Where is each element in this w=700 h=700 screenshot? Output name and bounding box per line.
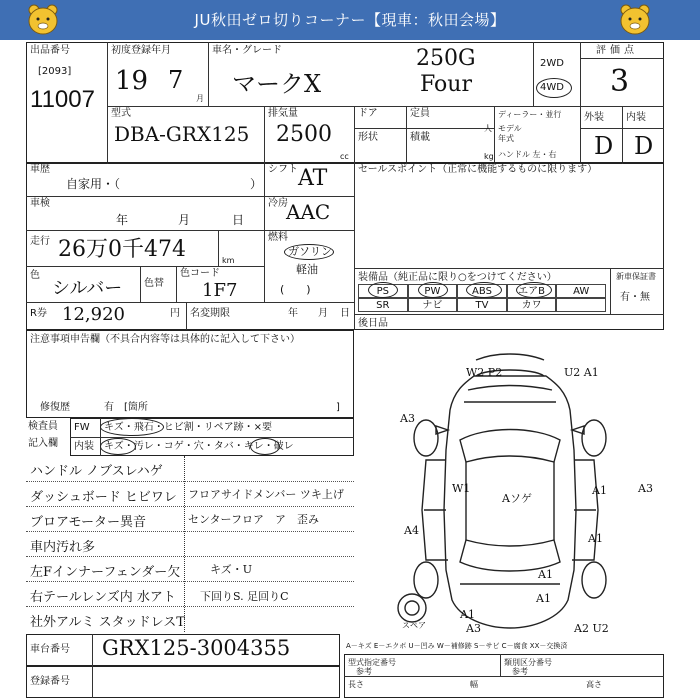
inspector-label-2: 記入欄	[28, 438, 58, 449]
rear-item-label: 後日品	[358, 318, 388, 329]
interior-mark-circle-1	[100, 438, 136, 455]
diagram-mark-1: W2 P2	[466, 366, 503, 379]
equipment-tv: TV	[457, 298, 507, 312]
dim-height: 高さ	[586, 680, 602, 689]
warranty-value: 有・無	[620, 292, 650, 303]
class-code-ref: 参考	[512, 667, 528, 676]
displacement-unit: cc	[340, 152, 349, 161]
color-code-value: 1F7	[202, 280, 238, 301]
name-change-year: 年	[288, 308, 298, 319]
inspection-day-label: 日	[232, 213, 245, 227]
color-value: シルバー	[52, 278, 123, 299]
mascot-right-icon	[618, 4, 652, 36]
legend-text: A－キズ E－エクボ U－凹み W－補修跡 S－サビ C－腐食 XX－交換済	[346, 642, 568, 650]
right-note-3: キズ・U	[210, 563, 253, 576]
equipment-label: 装備品（純正品に限り○をつけてください）	[358, 272, 557, 283]
shape-label: 形状	[358, 132, 378, 143]
equipment-airbag-circle	[516, 282, 552, 298]
color-change-label: 色替	[144, 278, 164, 289]
dim-width: 幅	[470, 680, 478, 689]
car-name-value: マークX	[232, 70, 322, 98]
equipment-leather: カワ	[507, 298, 557, 312]
type-designation-ref: 参考	[356, 667, 372, 676]
equipment-sr: SR	[358, 298, 408, 312]
type-designation-label: 型式指定番号	[348, 658, 396, 667]
chassis-label: 車台番号	[30, 644, 70, 655]
repair-history-value: 有 [箇所	[104, 402, 148, 413]
fuel-paren: ( )	[280, 283, 311, 296]
dealer-model-year: モデル	[498, 124, 522, 133]
note-line-7: 社外アルミ スタッドレスT	[30, 615, 185, 630]
sales-point-label: セールスポイント（正常に機能するものに限ります）	[358, 164, 598, 175]
lot-sub-code: [2093]	[38, 66, 72, 77]
right-note-4: 下回りS. 足回りC	[200, 590, 289, 603]
equipment-abs: ABS	[457, 284, 507, 298]
equipment-airbag: エアB	[507, 284, 557, 298]
fuel-label: 燃料	[268, 232, 288, 243]
interior-mark-circle-2	[250, 438, 280, 455]
drive-2wd: 2WD	[540, 58, 564, 69]
load-unit: kg	[484, 152, 494, 161]
color-code-label: 色コード	[180, 268, 220, 279]
spare-label: スペア	[402, 621, 426, 630]
notes-label: 注意事項申告欄（不具合内容等は具体的に記入して下さい）	[30, 334, 300, 345]
car-grade-1: 250G	[416, 46, 476, 71]
capacity-label: 定員	[410, 108, 430, 119]
inspection-month-label: 月	[178, 213, 191, 227]
lot-label: 出品番号	[30, 45, 70, 56]
interior-label: 内装	[626, 112, 646, 123]
history-value: 自家用・（	[66, 177, 121, 191]
car-diagram	[356, 330, 664, 640]
note-line-3: ブロアモーター異音	[30, 515, 146, 530]
fw-items: キズ・飛石・ヒビ割・リペア跡・×要	[104, 422, 272, 433]
note-line-5: 左Fインナーフェンダー欠	[30, 565, 181, 580]
diagram-mark-13: A3	[466, 622, 481, 635]
mileage-unit: km	[222, 256, 235, 265]
interior-grade: D	[634, 132, 654, 160]
fuel-gasoline: ガソリン	[288, 245, 332, 258]
score-value: 3	[610, 64, 630, 99]
recycle-label: R券	[30, 308, 47, 319]
interior-check-label: 内装	[74, 441, 94, 452]
displacement-value: 2500	[276, 122, 332, 147]
score-label: 評価点	[596, 45, 638, 56]
diagram-mark-14: A2 U2	[574, 622, 609, 635]
load-label: 積載	[410, 132, 430, 143]
shift-label: シフト	[268, 164, 298, 175]
displacement-label: 排気量	[268, 108, 298, 119]
registration-label: 登録番号	[30, 676, 70, 687]
name-change-month: 月	[318, 308, 328, 319]
car-grade-2: Four	[420, 72, 472, 97]
equipment-blank	[556, 298, 606, 312]
dealer-handle: ハンドル 左・右	[498, 150, 557, 159]
model-value: DBA-GRX125	[114, 122, 250, 146]
history-label: 車歴	[30, 164, 50, 175]
name-change-day: 日	[340, 308, 350, 319]
header-title: JU秋田ゼロ切りコーナー【現車：秋田会場】	[194, 11, 506, 29]
inspection-label: 車検	[30, 198, 50, 209]
diagram-mark-3: A3	[400, 412, 415, 425]
repair-history-label: 修復歴	[40, 402, 70, 413]
diagram-mark-8: A4	[404, 524, 419, 537]
equipment-ps-circle	[368, 282, 398, 298]
first-reg-label: 初度登録年月	[111, 45, 171, 56]
warranty-label: 新車保証書	[616, 272, 656, 281]
interior-check-items: キズ・汚レ・コゲ・穴・タバ・キレ・破レ	[104, 441, 294, 452]
diagram-mark-7: Aソゲ	[502, 492, 532, 505]
fuel-diesel: 軽油	[296, 263, 318, 276]
mileage-label: 走行	[30, 236, 50, 247]
mascot-left-icon	[26, 4, 60, 36]
fw-label: FW	[74, 422, 90, 433]
car-name-label: 車名・グレード	[212, 45, 282, 56]
chassis-value: GRX125-3004355	[102, 636, 291, 660]
repair-bracket-close: ]	[336, 402, 340, 413]
diagram-mark-2: U2 A1	[564, 366, 599, 379]
diagram-mark-12: A1	[460, 608, 475, 621]
equipment-pw: PW	[408, 284, 458, 298]
diagram-mark-10: A1	[538, 568, 553, 581]
diagram-mark-6: A3	[638, 482, 653, 495]
equipment-ps: PS	[358, 284, 408, 298]
capacity-unit: 人	[484, 124, 492, 133]
dealer-label: ディーラー・並行	[498, 110, 562, 119]
diagram-mark-4: W1	[452, 482, 471, 495]
inspector-label-1: 検査員	[28, 421, 58, 432]
right-note-2: センターフロア ア 歪み	[188, 513, 320, 526]
equipment-navi: ナビ	[408, 298, 458, 312]
aircon-label: 冷房	[268, 198, 288, 209]
shift-value: AT	[298, 166, 328, 191]
equipment-abs-circle	[466, 282, 502, 298]
first-reg-month: 7	[168, 66, 184, 94]
drive-4wd: 4WD	[540, 82, 564, 93]
dim-length: 長さ	[348, 680, 364, 689]
diagram-mark-11: A1	[536, 592, 551, 605]
color-label: 色	[30, 270, 40, 281]
right-note-1: フロアサイドメンバー ツキ上げ	[188, 488, 344, 501]
aircon-value: AAC	[286, 200, 331, 224]
lot-number: 11007	[30, 86, 95, 113]
first-reg-year: 19	[115, 66, 149, 96]
inspection-year-label: 年	[116, 213, 129, 227]
note-line-2: ダッシュボード ヒビワレ	[30, 490, 177, 505]
note-line-1: ハンドル ノブスレハゲ	[30, 464, 163, 479]
note-line-4: 車内汚れ多	[30, 540, 96, 555]
mileage-value: 26万0千474	[58, 237, 186, 262]
fw-mark-circle	[100, 418, 164, 436]
exterior-grade: D	[594, 132, 614, 160]
dealer-year-label: 年式	[498, 134, 514, 143]
recycle-unit: 円	[170, 308, 180, 319]
equipment-aw: AW	[556, 284, 606, 298]
registration-frame	[26, 666, 340, 698]
name-change-label: 名変期限	[190, 308, 230, 319]
exterior-label: 外装	[584, 112, 604, 123]
recycle-value: 12,920	[62, 304, 125, 325]
equipment-pw-circle	[418, 282, 448, 298]
door-label: ドア	[358, 108, 378, 119]
diagram-mark-5: A1	[592, 484, 607, 497]
first-reg-month-unit: 月	[196, 94, 204, 103]
class-code-label: 類別区分番号	[504, 658, 552, 667]
model-label: 型式	[111, 108, 131, 119]
diagram-mark-9: A1	[588, 532, 603, 545]
note-line-6: 右テールレンズ内 水アト	[30, 590, 176, 605]
